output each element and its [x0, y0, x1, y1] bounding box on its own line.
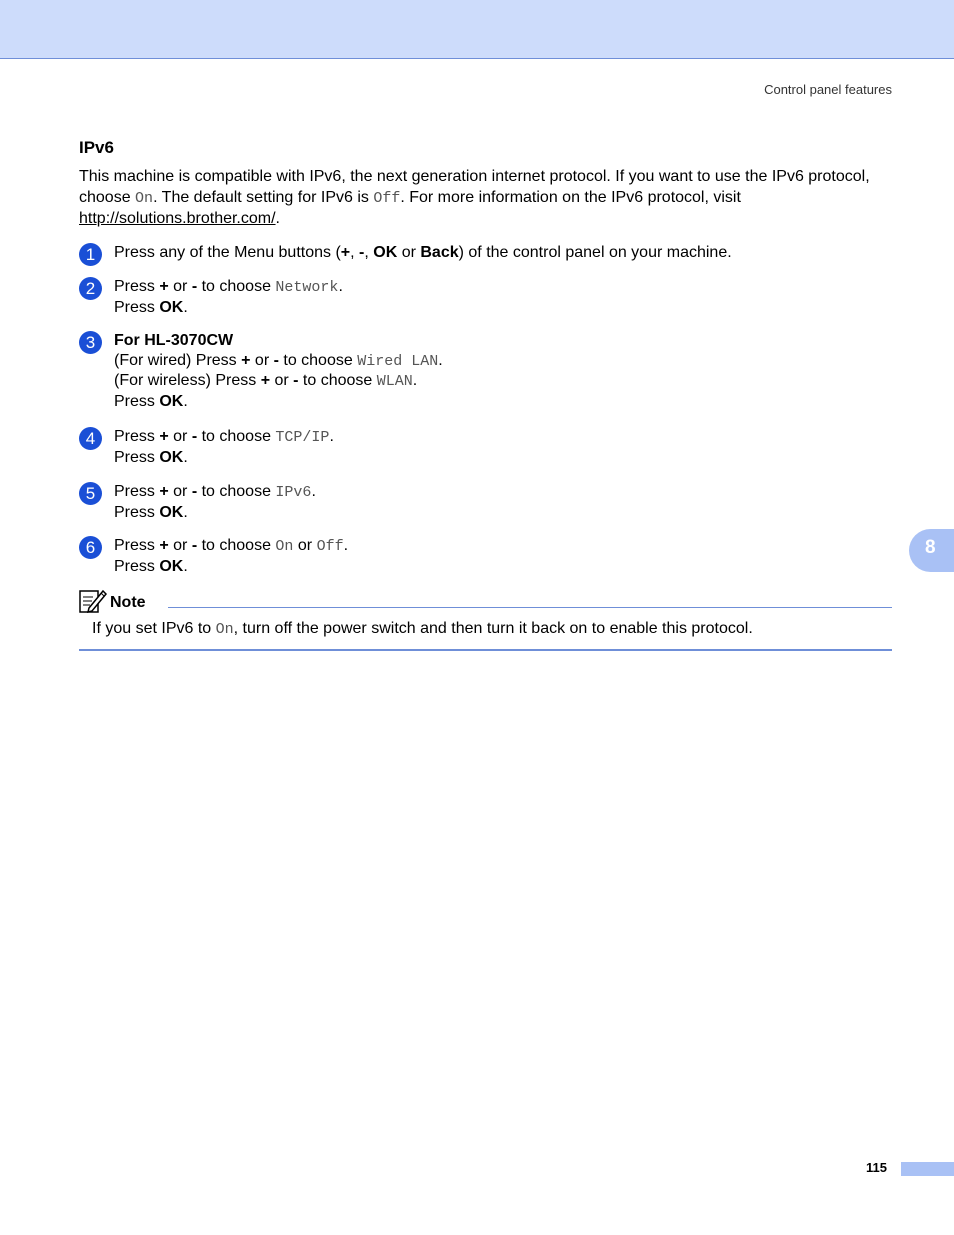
step-line: Press + or - to choose IPv6.	[114, 483, 316, 501]
intro-text: . For more information on the IPv6 protocol, visit	[400, 188, 741, 206]
step-number-badge: 1	[79, 243, 102, 266]
footer-bar	[901, 1162, 954, 1176]
step-line: Press OK.	[114, 557, 188, 575]
step-line: Press OK.	[114, 298, 188, 316]
step-line: (For wireless) Press + or - to choose WLAN.	[114, 372, 418, 390]
step-line: (For wired) Press + or - to choose Wired LAN.	[114, 351, 443, 370]
step-number-badge: 2	[79, 277, 102, 300]
chapter-tab	[909, 529, 954, 572]
step-number-badge: 5	[79, 482, 102, 505]
step-line: Press + or - to choose Network.	[114, 278, 343, 296]
header-band	[0, 0, 954, 59]
step-model-title: For HL-3070CW	[114, 332, 234, 349]
intro-text: .	[275, 210, 280, 227]
step-number-badge: 6	[79, 536, 102, 559]
note-label: Note	[110, 594, 146, 611]
option-off: Off	[373, 189, 401, 207]
note-divider-top	[168, 607, 892, 608]
step-line: Press OK.	[114, 448, 188, 466]
chapter-number: 8	[925, 537, 936, 558]
step-line: Press OK.	[114, 503, 188, 521]
solutions-link[interactable]: http://solutions.brother.com/	[79, 210, 276, 227]
step-number-badge: 3	[79, 331, 102, 354]
note-text: If you set IPv6 to On, turn off the power switch and then turn it back on to enable this protocol.	[92, 620, 753, 638]
step-line: Press + or - to choose TCP/IP.	[114, 428, 334, 446]
intro-text: This machine is compatible with IPv6, the next generation internet protocol. If you want to use the IPv6 protocol, choose	[79, 168, 870, 206]
step-line: Press OK.	[114, 392, 188, 410]
step-line: Press any of the Menu buttons (+, -, OK or Back) of the control panel on your machine.	[114, 244, 732, 261]
option-on: On	[135, 189, 154, 207]
step-line: Press + or - to choose On or Off.	[114, 537, 349, 555]
section-title: IPv6	[79, 138, 114, 157]
step-number-badge: 4	[79, 427, 102, 450]
note-divider-bottom	[79, 649, 892, 651]
note-pencil-icon	[79, 588, 107, 614]
page-number: 115	[866, 1160, 887, 1175]
intro-text: . The default setting for IPv6 is	[153, 188, 374, 206]
intro-paragraph	[79, 167, 879, 230]
running-header: Control panel features	[764, 82, 892, 97]
